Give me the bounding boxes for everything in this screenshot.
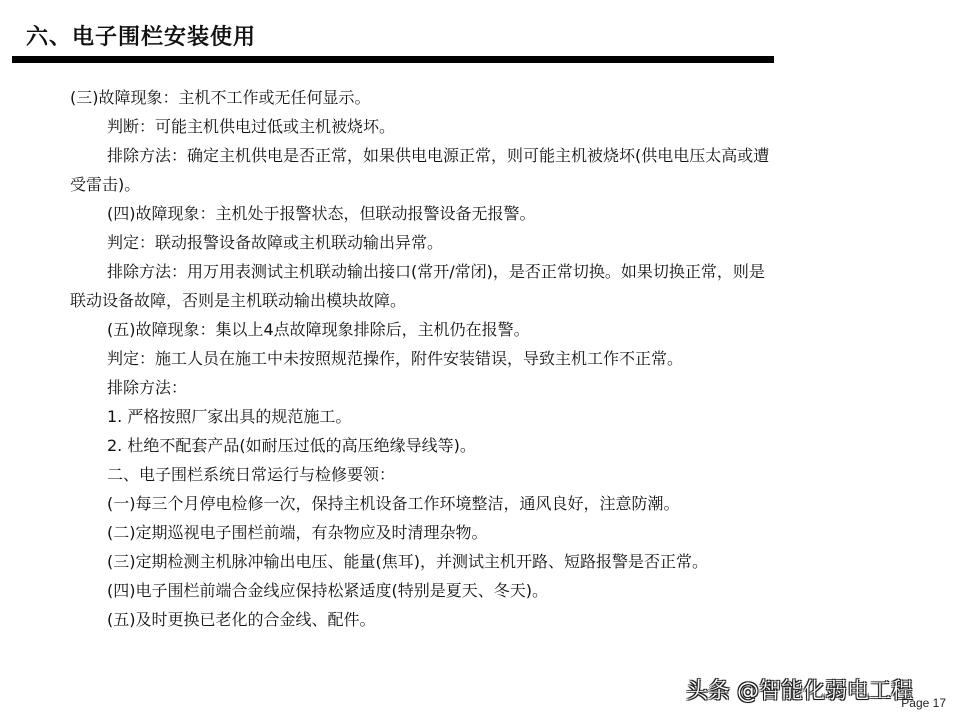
text-line: 判定：联动报警设备故障或主机联动输出异常。 [107, 233, 444, 252]
text-line: (一)每三个月停电检修一次，保持主机设备工作环境整洁，通风良好，注意防潮。 [107, 494, 680, 513]
text-line: (五)及时更换已老化的合金线、配件。 [107, 610, 376, 629]
text-line: 排除方法： [107, 378, 188, 397]
text-line: (四)电子围栏前端合金线应保持松紧适度(特别是夏天、冬天)。 [107, 581, 548, 600]
page-number: Page 17 [901, 696, 946, 710]
text-line: 联动设备故障，否则是主机联动输出模块故障。 [70, 291, 407, 310]
text-line: 判定：施工人员在施工中未按照规范操作，附件安装错误，导致主机工作不正常。 [107, 349, 684, 368]
text-line: (二)定期巡视电子围栏前端，有杂物应及时清理杂物。 [107, 523, 488, 542]
text-line: 排除方法：用万用表测试主机联动输出接口(常开/常闭)，是否正常切换。如果切换正常，则是 [107, 262, 765, 281]
text-line: (三)故障现象：主机不工作或无任何显示。 [70, 88, 371, 107]
text-line: (三)定期检测主机脉冲输出电压、能量(焦耳)，并测试主机开路、短路报警是否正常。 [107, 552, 708, 571]
text-line: 受雷击)。 [70, 175, 141, 194]
title-underline [12, 56, 774, 63]
page-title: 六、电子围栏安装使用 [26, 25, 257, 50]
text-line: 排除方法：确定主机供电是否正常，如果供电电源正常，则可能主机被烧坏(供电电压太高或遭 [107, 146, 770, 165]
text-line: 1. 严格按照厂家出具的规范施工。 [107, 407, 352, 426]
text-line: 判断：可能主机供电过低或主机被烧坏。 [107, 117, 396, 136]
text-line: 2. 杜绝不配套产品(如耐压过低的高压绝缘导线等)。 [107, 436, 476, 455]
section-heading: 二、电子围栏系统日常运行与检修要领： [107, 465, 396, 484]
watermark: 头条 @智能化弱电工程 [686, 679, 913, 704]
text-line: (四)故障现象：主机处于报警状态，但联动报警设备无报警。 [107, 204, 536, 223]
text-line: (五)故障现象：集以上4点故障现象排除后，主机仍在报警。 [107, 320, 530, 339]
